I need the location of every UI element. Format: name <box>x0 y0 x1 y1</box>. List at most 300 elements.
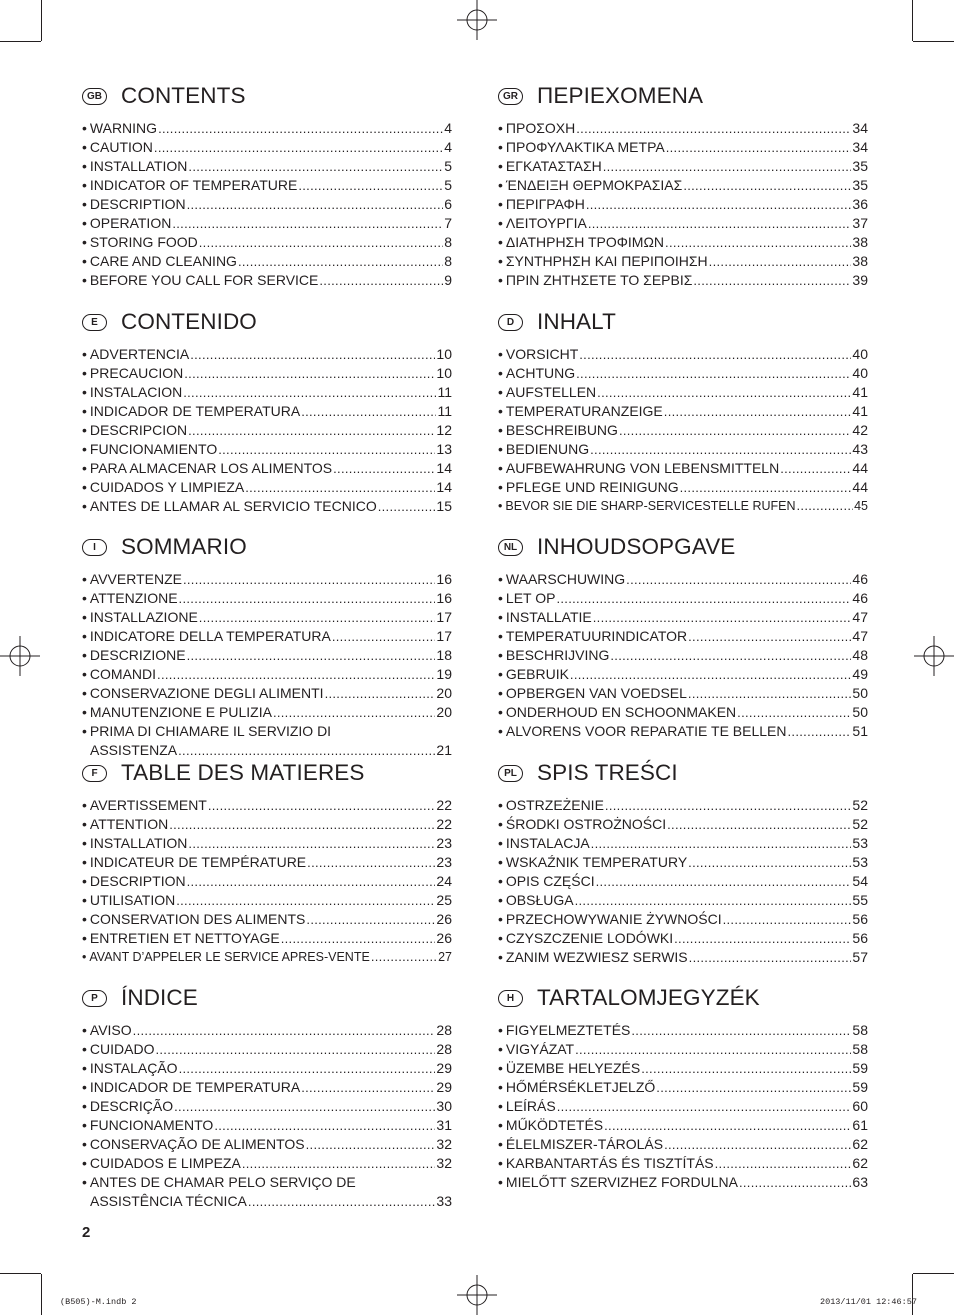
bullet: • <box>82 139 87 155</box>
entry-page: 32 <box>436 1136 452 1152</box>
entry-page: 22 <box>436 797 452 813</box>
bullet: • <box>498 253 503 269</box>
toc-entry[interactable] <box>498 682 868 701</box>
bullet: • <box>82 422 87 438</box>
toc-entry[interactable] <box>498 250 868 269</box>
toc-entry[interactable] <box>82 381 452 400</box>
bullet: • <box>498 403 503 419</box>
toc-entry[interactable] <box>498 606 868 625</box>
section-heading <box>82 759 452 787</box>
toc-entry[interactable] <box>82 1095 452 1114</box>
toc-entry[interactable] <box>498 946 868 965</box>
dot-leader <box>603 158 852 172</box>
entry-label: OPIS CZĘŚCI <box>505 873 595 889</box>
entry-label: MANUTENZIONE E PULIZIA <box>89 704 272 720</box>
dot-leader <box>683 177 851 191</box>
dot-leader <box>588 215 852 229</box>
entry-label: CUIDADOS Y LIMPIEZA <box>89 479 245 495</box>
bullet: • <box>82 666 87 682</box>
dot-leader <box>626 571 851 585</box>
bullet: • <box>82 365 87 381</box>
bullet: • <box>82 479 87 495</box>
toc-section <box>498 533 868 739</box>
entry-label: BESCHRIJVING <box>505 647 610 663</box>
bullet: • <box>82 346 87 362</box>
entry-label: FUNCIONAMENTO <box>89 1117 214 1133</box>
entry-page: 17 <box>436 609 452 625</box>
entry-page: 50 <box>852 685 868 701</box>
toc-entry[interactable] <box>82 1038 452 1057</box>
toc-entry[interactable] <box>498 269 868 288</box>
toc-entry[interactable] <box>498 832 868 851</box>
entry-page: 23 <box>436 854 452 870</box>
toc-entry[interactable] <box>498 1019 868 1038</box>
toc-entry[interactable] <box>82 193 452 212</box>
footer-file: (B505)-M.indb 2 <box>60 1297 137 1307</box>
dot-leader <box>238 253 443 267</box>
entry-page: 56 <box>852 911 868 927</box>
entry-label: INDICADOR DE TEMPERATURA <box>89 1079 301 1095</box>
entry-page: 58 <box>852 1022 868 1038</box>
language-badge: D <box>498 314 523 331</box>
bullet: • <box>498 816 503 832</box>
dot-leader <box>641 1060 851 1074</box>
entry-page: 11 <box>437 384 452 400</box>
dot-leader <box>674 930 851 944</box>
entry-page: 18 <box>436 647 452 663</box>
toc-entry[interactable] <box>498 1038 868 1057</box>
entry-label: DESCRIPCION <box>89 422 188 438</box>
bullet: • <box>498 1174 503 1190</box>
bullet: • <box>82 441 87 457</box>
section-heading <box>82 308 452 336</box>
entry-label: INSTALLATION <box>89 158 188 174</box>
dot-leader <box>579 346 851 360</box>
language-badge: I <box>82 539 107 556</box>
entry-label: CONSERVATION DES ALIMENTS <box>89 911 306 927</box>
entry-label: INDICATEUR DE TEMPÉRATURE <box>89 854 307 870</box>
entry-page: 11 <box>437 403 452 419</box>
dot-leader <box>319 272 443 286</box>
entry-label: LEÍRÁS <box>505 1098 556 1114</box>
toc-entry[interactable] <box>498 1171 868 1190</box>
dot-leader <box>187 873 436 887</box>
dot-leader <box>187 196 444 210</box>
registration-mark-icon <box>457 0 497 40</box>
bullet: • <box>498 685 503 701</box>
toc-entry[interactable] <box>82 155 452 174</box>
bullet: • <box>82 647 87 663</box>
dot-leader <box>248 1193 436 1207</box>
toc-entry[interactable] <box>82 1076 452 1095</box>
toc-entry[interactable] <box>498 908 868 927</box>
dot-leader <box>245 479 435 493</box>
toc-entry[interactable] <box>82 682 452 701</box>
toc-entry[interactable] <box>82 343 452 362</box>
entry-page: 40 <box>852 346 868 362</box>
entry-label: ANTES DE CHAMAR PELO SERVIÇO DE <box>89 1174 356 1190</box>
bullet: • <box>498 628 503 644</box>
toc-entry[interactable] <box>498 400 868 419</box>
toc-entry[interactable] <box>82 832 452 851</box>
dot-leader <box>723 911 852 925</box>
toc-entry[interactable] <box>82 927 452 946</box>
dot-leader <box>208 797 436 811</box>
toc-entry[interactable] <box>82 495 452 514</box>
bullet: • <box>82 704 87 720</box>
entry-page: 28 <box>436 1041 452 1057</box>
entry-page: 14 <box>436 460 452 476</box>
bullet: • <box>82 1117 87 1133</box>
entry-page: 31 <box>436 1117 452 1133</box>
entry-page: 4 <box>444 139 452 155</box>
toc-list <box>498 1019 868 1190</box>
entry-label: ZANIM WEZWIESZ SERWIS <box>505 949 688 965</box>
toc-entry[interactable] <box>82 457 452 476</box>
dot-leader <box>576 120 851 134</box>
toc-entry[interactable] <box>498 587 868 606</box>
entry-label: DESCRIÇÃO <box>89 1098 174 1114</box>
bullet: • <box>82 120 87 136</box>
toc-entry[interactable] <box>82 476 452 495</box>
toc-entry[interactable] <box>82 1057 452 1076</box>
dot-leader <box>332 628 436 642</box>
toc-entry[interactable] <box>498 813 868 832</box>
entry-page: 52 <box>852 797 868 813</box>
bullet: • <box>498 1041 503 1057</box>
toc-entry[interactable] <box>82 438 452 457</box>
toc-entry[interactable] <box>82 231 452 250</box>
dot-leader <box>301 1079 435 1093</box>
toc-list <box>498 117 868 288</box>
bullet: • <box>498 1060 503 1076</box>
toc-entry[interactable] <box>498 701 868 720</box>
dot-leader <box>174 1098 435 1112</box>
toc-entry[interactable] <box>498 794 868 813</box>
entry-page: 30 <box>436 1098 452 1114</box>
toc-entry[interactable] <box>82 362 452 381</box>
toc-entry[interactable] <box>82 419 452 438</box>
dot-leader <box>183 384 436 398</box>
dot-leader <box>187 647 436 661</box>
bullet: • <box>498 854 503 870</box>
entry-label: PARA ALMACENAR LOS ALIMENTOS <box>89 460 333 476</box>
bullet: • <box>82 272 87 288</box>
entry-label: AVVERTENZE <box>89 571 182 587</box>
entry-page: 53 <box>852 835 868 851</box>
dot-leader <box>242 1155 436 1169</box>
bullet: • <box>498 384 503 400</box>
entry-page: 36 <box>852 196 868 212</box>
dot-leader <box>371 949 437 963</box>
toc-entry[interactable] <box>82 174 452 193</box>
entry-label: INSTALAÇÃO <box>89 1060 178 1076</box>
toc-entry[interactable] <box>498 851 868 870</box>
toc-entry[interactable] <box>498 870 868 889</box>
section-heading <box>498 533 868 561</box>
entry-page: 16 <box>436 571 452 587</box>
toc-entry[interactable] <box>498 419 868 438</box>
toc-entry[interactable] <box>82 625 452 644</box>
entry-page: 49 <box>852 666 868 682</box>
toc-entry[interactable] <box>498 136 868 155</box>
toc-list <box>82 117 452 288</box>
entry-label: BEDIENUNG <box>505 441 590 457</box>
bullet: • <box>82 1079 87 1095</box>
toc-entry[interactable] <box>498 155 868 174</box>
crop-mark <box>41 1274 42 1315</box>
entry-page: 62 <box>852 1155 868 1171</box>
toc-entry[interactable] <box>82 212 452 231</box>
toc-entry[interactable] <box>82 269 452 288</box>
bullet: • <box>498 1155 503 1171</box>
entry-label: ACHTUNG <box>505 365 576 381</box>
section-title: TARTALOMJEGYZÉK <box>537 985 760 1010</box>
entry-page: 63 <box>852 1174 868 1190</box>
toc-entry[interactable] <box>498 625 868 644</box>
dot-leader <box>780 460 851 474</box>
toc-entry[interactable] <box>498 1152 868 1171</box>
toc-entry[interactable] <box>498 927 868 946</box>
toc-entry[interactable] <box>498 174 868 193</box>
entry-page: 23 <box>436 835 452 851</box>
entry-label: ΠΡΙΝ ΖΗΤΗΣΕΤΕ ΤΟ ΣΕΡΒΙΣ <box>505 272 693 288</box>
dot-leader <box>154 139 443 153</box>
toc-entry[interactable] <box>82 889 452 908</box>
entry-label: AVISO <box>89 1022 132 1038</box>
toc-list <box>82 343 452 514</box>
entry-page: 47 <box>852 609 868 625</box>
toc-entry[interactable] <box>82 908 452 927</box>
entry-label: ONDERHOUD EN SCHOONMAKEN <box>505 704 737 720</box>
entry-label: KARBANTARTÁS ÉS TISZTÍTÁS <box>505 1155 714 1171</box>
bullet: • <box>498 930 503 946</box>
toc-entry[interactable] <box>498 1076 868 1095</box>
entry-label: DESCRIZIONE <box>89 647 186 663</box>
toc-entry[interactable] <box>498 495 868 514</box>
section-title: INHOUDSOPGAVE <box>537 534 736 559</box>
entry-label: ΛΕΙΤΟΥΡΓΙΑ <box>505 215 587 231</box>
dot-leader <box>184 365 435 379</box>
registration-mark-icon <box>0 636 40 676</box>
bullet: • <box>498 1117 503 1133</box>
dot-leader <box>788 723 852 737</box>
toc-entry[interactable] <box>82 606 452 625</box>
dot-leader <box>157 666 435 680</box>
dot-leader <box>665 234 851 248</box>
toc-entry[interactable] <box>498 1057 868 1076</box>
section-heading <box>498 308 868 336</box>
entry-label: ATTENZIONE <box>89 590 178 606</box>
bullet: • <box>82 685 87 701</box>
dot-leader <box>590 441 851 455</box>
registration-mark-icon <box>914 636 954 676</box>
toc-entry[interactable] <box>82 663 452 682</box>
dot-leader <box>199 234 443 248</box>
entry-page: 45 <box>854 499 868 513</box>
entry-page: 58 <box>852 1041 868 1057</box>
language-badge: GR <box>498 88 523 105</box>
entry-label: VORSICHT <box>505 346 579 362</box>
entry-page: 19 <box>436 666 452 682</box>
toc-entry[interactable] <box>82 701 452 720</box>
toc-entry[interactable] <box>82 1152 452 1171</box>
dot-leader <box>325 685 436 699</box>
toc-entry[interactable] <box>82 1133 452 1152</box>
toc-entry[interactable] <box>82 250 452 269</box>
toc-entry[interactable] <box>498 644 868 663</box>
dot-leader <box>631 1022 851 1036</box>
bullet: • <box>82 609 87 625</box>
bullet: • <box>82 873 87 889</box>
dot-leader <box>333 460 435 474</box>
dot-leader <box>179 1060 436 1074</box>
entry-label: ΔΙΑΤΗΡΗΣΗ ΤΡΟΦΙΜΩΝ <box>505 234 665 250</box>
toc-entry[interactable] <box>498 212 868 231</box>
bullet: • <box>82 234 87 250</box>
toc-entry[interactable] <box>498 381 868 400</box>
bullet: • <box>498 215 503 231</box>
dot-leader <box>188 835 435 849</box>
entry-label: ΣΥΝΤΗΡΗΣΗ ΚΑΙ ΠΕΡΙΠΟΙΗΣΗ <box>505 253 708 269</box>
entry-label: CUIDADOS E LIMPEZA <box>89 1155 241 1171</box>
toc-entry[interactable] <box>82 568 452 587</box>
entry-label: DESCRIPTION <box>89 196 186 212</box>
entry-label: CAUTION <box>89 139 153 155</box>
toc-section <box>498 308 868 514</box>
toc-entry[interactable] <box>498 476 868 495</box>
crop-mark <box>913 1273 954 1274</box>
toc-entry[interactable] <box>498 663 868 682</box>
dot-leader <box>664 403 852 417</box>
bullet: • <box>498 177 503 193</box>
toc-entry[interactable] <box>82 720 452 758</box>
dot-leader <box>689 949 852 963</box>
crop-mark <box>912 1274 913 1315</box>
entry-label: AUFSTELLEN <box>505 384 597 400</box>
bullet: • <box>82 215 87 231</box>
toc-entry[interactable] <box>82 117 452 136</box>
toc-entry[interactable] <box>498 362 868 381</box>
dot-leader <box>169 816 435 830</box>
toc-entry[interactable] <box>498 117 868 136</box>
toc-entry[interactable] <box>498 720 868 739</box>
bullet: • <box>82 1155 87 1171</box>
entry-label: ΈΝΔΕΙΞΗ ΘΕΡΜΟΚΡΑΣΙΑΣ <box>505 177 683 193</box>
toc-entry[interactable] <box>82 870 452 889</box>
toc-entry[interactable] <box>498 438 868 457</box>
entry-page: 8 <box>444 234 452 250</box>
toc-entry[interactable] <box>498 193 868 212</box>
entry-page: 41 <box>852 403 868 419</box>
entry-label: WAARSCHUWING <box>505 571 626 587</box>
toc-entry[interactable] <box>82 136 452 155</box>
toc-entry[interactable] <box>82 946 452 965</box>
crop-mark <box>912 0 913 41</box>
section-heading <box>82 984 452 1012</box>
language-badge: F <box>82 765 107 782</box>
dot-leader <box>693 272 851 286</box>
bullet: • <box>82 892 87 908</box>
entry-page: 56 <box>852 930 868 946</box>
toc-entry[interactable] <box>82 851 452 870</box>
toc-entry[interactable] <box>82 400 452 419</box>
entry-label: ALVORENS VOOR REPARATIE TE BELLEN <box>505 723 787 739</box>
toc-list <box>498 794 868 965</box>
toc-entry[interactable] <box>82 1171 452 1209</box>
entry-page: 44 <box>852 479 868 495</box>
dot-leader <box>656 1079 851 1093</box>
toc-entry[interactable] <box>498 1114 868 1133</box>
language-badge: H <box>498 990 523 1007</box>
entry-label: AVERTISSEMENT <box>89 797 207 813</box>
dot-leader <box>306 1136 436 1150</box>
entry-label: OPERATION <box>89 215 172 231</box>
entry-page: 28 <box>436 1022 452 1038</box>
bullet: • <box>82 384 87 400</box>
entry-page: 34 <box>852 139 868 155</box>
entry-label: ATTENTION <box>89 816 169 832</box>
bullet: • <box>498 1098 503 1114</box>
toc-entry[interactable] <box>82 813 452 832</box>
dot-leader <box>199 609 436 623</box>
toc-entry[interactable] <box>498 568 868 587</box>
dot-leader <box>591 835 852 849</box>
entry-label: UTILISATION <box>89 892 176 908</box>
toc-entry[interactable] <box>498 1095 868 1114</box>
bullet: • <box>498 272 503 288</box>
entry-page: 37 <box>852 215 868 231</box>
toc-list <box>498 343 868 514</box>
bullet: • <box>498 797 503 813</box>
entry-page: 25 <box>436 892 452 908</box>
footer-datetime: 2013/11/01 12:46:57 <box>820 1297 917 1307</box>
section-heading <box>82 82 452 110</box>
toc-entry[interactable] <box>498 231 868 250</box>
entry-label: BEVOR SIE DIE SHARP-SERVICESTELLE RUFEN <box>505 499 796 513</box>
bullet: • <box>498 571 503 587</box>
bullet: • <box>498 609 503 625</box>
toc-entry[interactable] <box>82 794 452 813</box>
toc-entry[interactable] <box>498 889 868 908</box>
dot-leader <box>664 1136 851 1150</box>
toc-entry[interactable] <box>498 343 868 362</box>
toc-entry[interactable] <box>498 457 868 476</box>
entry-page: 52 <box>852 816 868 832</box>
dot-leader <box>557 1098 852 1112</box>
bullet: • <box>82 854 87 870</box>
entry-label: INDICATOR OF TEMPERATURE <box>89 177 298 193</box>
toc-entry[interactable] <box>82 587 452 606</box>
dot-leader <box>739 1174 851 1188</box>
toc-entry[interactable] <box>82 1114 452 1133</box>
toc-entry[interactable] <box>82 644 452 663</box>
bullet: • <box>82 196 87 212</box>
entry-page: 27 <box>438 950 452 964</box>
entry-label: INSTALLATIE <box>505 609 592 625</box>
dot-leader <box>586 196 852 210</box>
bullet: • <box>82 1041 87 1057</box>
toc-entry[interactable] <box>498 1133 868 1152</box>
toc-entry[interactable] <box>82 1019 452 1038</box>
entry-page: 35 <box>852 177 868 193</box>
entry-label: AVANT D’APPELER LE SERVICE APRES-VENTE <box>89 950 370 964</box>
toc-section <box>498 82 868 288</box>
bullet: • <box>82 1098 87 1114</box>
entry-label: INSTALACION <box>89 384 183 400</box>
dot-leader <box>273 704 435 718</box>
entry-label: HŐMÉRSÉKLETJELZŐ <box>505 1079 656 1095</box>
